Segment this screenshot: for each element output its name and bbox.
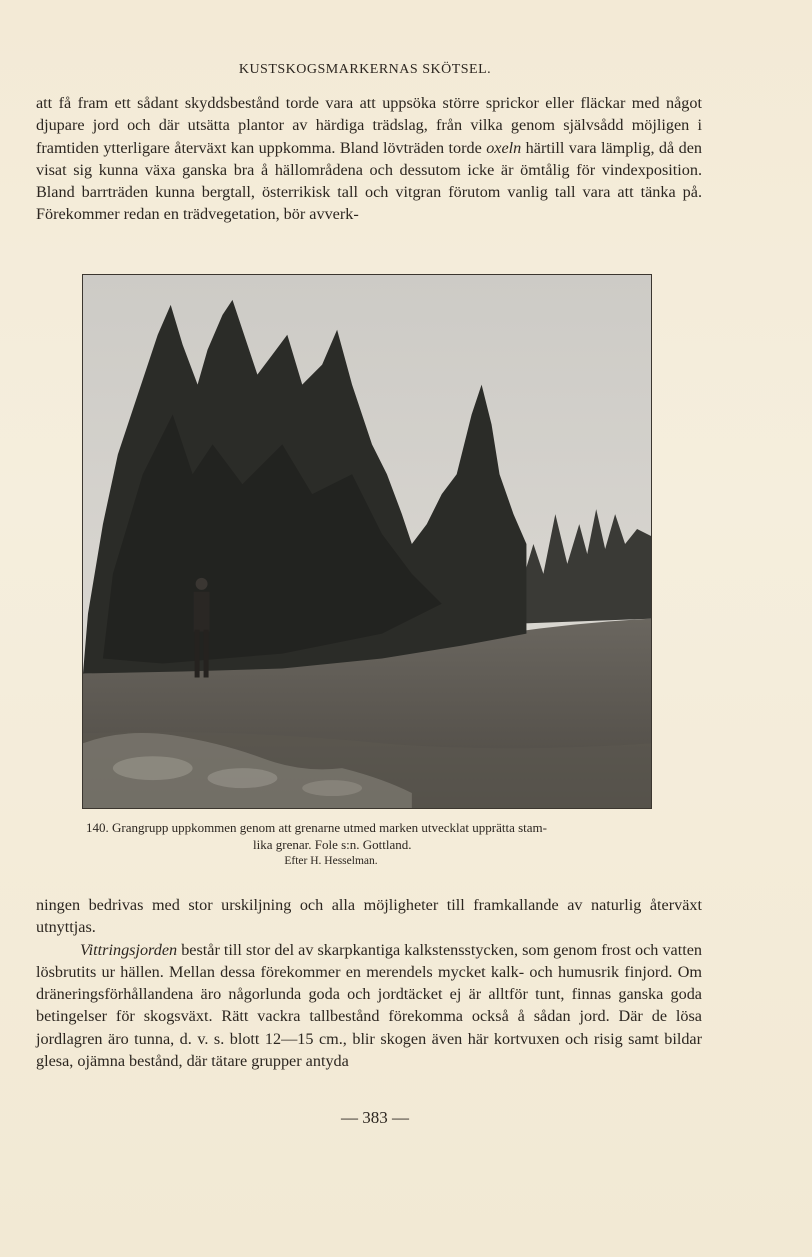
- caption-line-2: lika grenar. Fole s:n. Gottland.: [253, 836, 412, 852]
- caption-line-1: [86, 820, 662, 837]
- running-title: KUSTSKOGSMARKERNAS SKÖTSEL.: [238, 62, 492, 77]
- text-span: att få fram ett sådant skyddsbestånd torde vara att uppsöka större sprickor eller fläckar med något djupare jord och där utsätta plantor av härdiga trädslag, från vilka genom självsådd möjligen i framtiden ytterligare återväxt kan uppkomma. Bland lövträden torde: [36, 94, 702, 157]
- text-span: består till stor del av skarpkantiga kalkstensstycken, som genom frost och vatten lösbrutits ur hällen. Mellan dessa förekommer en merendels mycket kalk- och humusrik finjord. Om dräneringsförhållandena äro någorlunda goda och jordtäcket ej är alltför tunt, finnas ganska goda betingelser för skogsväxt. Rätt vackra tallbestånd förekomma också å sådan jord. Där de lösa jordlagren äro tunna, d. v. s. blott 12—15 cm., blir skogen även här kortvuxen och risig samt bildar glesa, ojämna bestånd, där tätare grupper antyda: [36, 940, 702, 1071]
- figure-number: 140.: [86, 820, 109, 835]
- body-text-bottom: [36, 894, 702, 1072]
- paragraph-end: ningen bedrivas med stor urskiljning och alla möjligheter till framkallande av naturlig återväxt utnyttjas.: [36, 896, 702, 937]
- photo-illustration: [83, 275, 651, 808]
- text-span: härtill vara lämplig, då den visat sig kunna växa ganska bra å hällområdena och dessutom icke är ömtålig för vindexposition. Bland barrträden kunna bergtall, österrikisk tall och vitgran förutom vanlig tall vara att tänka på. Förekommer redan en trädvegetation, bör avverk-: [36, 138, 702, 224]
- italic-term: Vittringsjorden: [80, 940, 178, 959]
- caption-text: Grangrupp uppkommen genom att grenarne utmed marken utvecklat upprätta stam-: [112, 820, 547, 835]
- italic-term: oxeln: [486, 138, 522, 157]
- photo-credit: Efter H. Hesselman.: [284, 855, 378, 867]
- paragraph-continued: [36, 92, 702, 226]
- paragraph-vittringsjorden: [36, 939, 702, 1073]
- figure-caption: [86, 820, 662, 870]
- page-number: — 383 —: [341, 1108, 409, 1127]
- photograph-spruce-group: [82, 274, 652, 809]
- body-text-top: [36, 92, 702, 226]
